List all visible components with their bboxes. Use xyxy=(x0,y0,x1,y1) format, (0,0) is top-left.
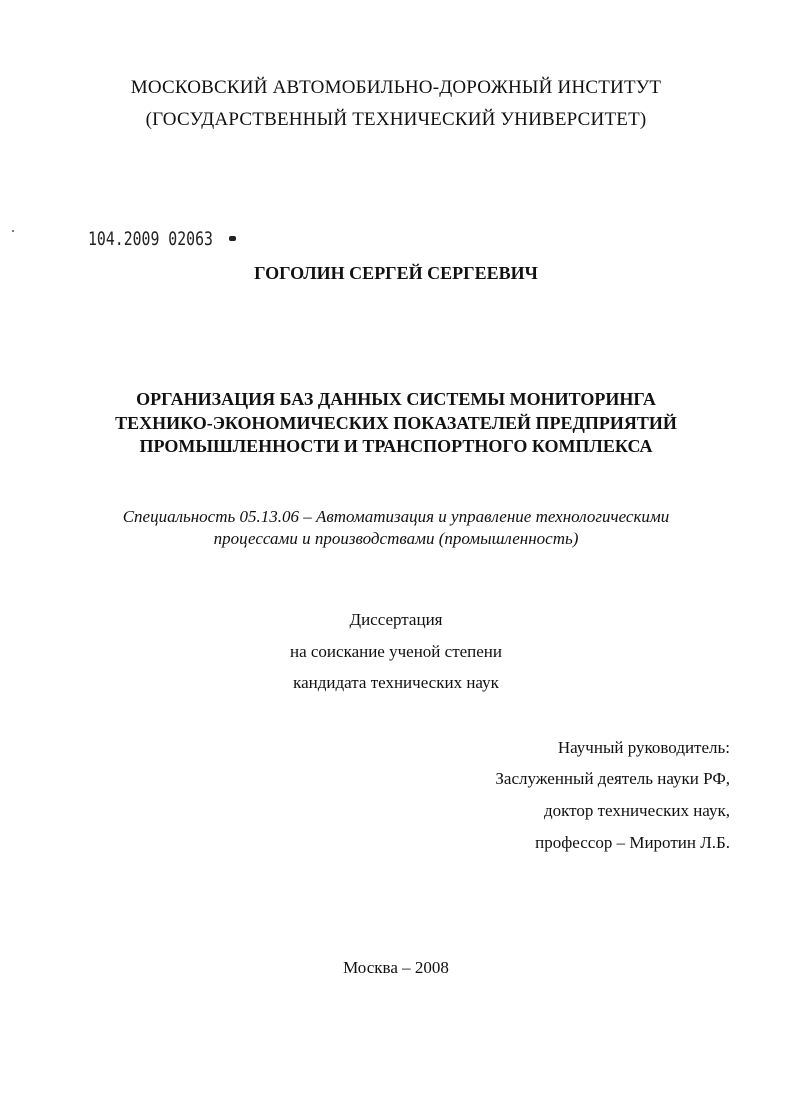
city-year: Москва – 2008 xyxy=(343,958,449,977)
supervisor-heading: Научный руководитель: xyxy=(557,738,730,757)
institute-name-line2: (ГОСУДАРСТВЕННЫЙ ТЕХНИЧЕСКИЙ УНИВЕРСИТЕТ) xyxy=(145,109,647,130)
registration-stamp: 104.2009 02063 xyxy=(88,228,213,250)
supervisor-degree: доктор технических наук, xyxy=(543,801,730,820)
stamp-mark xyxy=(229,236,236,241)
title-line2: ТЕХНИКО-ЭКОНОМИЧЕСКИХ ПОКАЗАТЕЛЕЙ ПРЕДПРИЯТИЙ xyxy=(115,413,677,433)
title-line1: ОРГАНИЗАЦИЯ БАЗ ДАННЫХ СИСТЕМЫ МОНИТОРИНГА xyxy=(136,389,656,409)
specialty-line1: Специальность 05.13.06 – Автоматизация и управление технологическими xyxy=(122,507,670,526)
supervisor-name: профессор – Миротин Л.Б. xyxy=(535,833,730,852)
dissertation-degree-line: на соискание ученой степени xyxy=(289,642,503,661)
scan-speck xyxy=(12,230,14,232)
dissertation-label: Диссертация xyxy=(349,610,443,629)
supervisor-honorific: Заслуженный деятель науки РФ, xyxy=(495,769,730,788)
author-name: ГОГОЛИН СЕРГЕЙ СЕРГЕЕВИЧ xyxy=(254,263,538,283)
institute-name-line1: МОСКОВСКИЙ АВТОМОБИЛЬНО-ДОРОЖНЫЙ ИНСТИТУТ xyxy=(130,77,662,98)
specialty-line2: процессами и производствами (промышленность) xyxy=(213,529,579,548)
title-line3: ПРОМЫШЛЕННОСТИ И ТРАНСПОРТНОГО КОМПЛЕКСА xyxy=(139,436,653,456)
dissertation-field-line: кандидата технических наук xyxy=(293,673,499,692)
